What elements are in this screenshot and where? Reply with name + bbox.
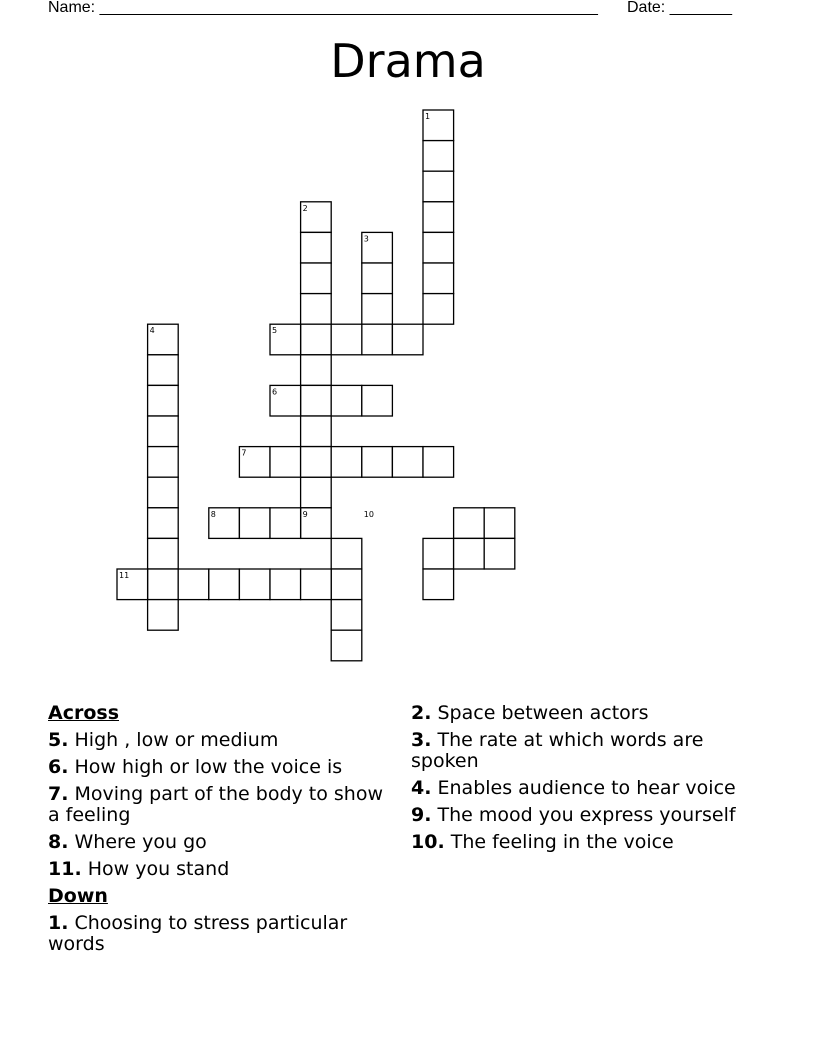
grid-cell[interactable] bbox=[331, 569, 362, 600]
grid-cell[interactable] bbox=[423, 141, 454, 172]
clue-number-4: 4 bbox=[149, 326, 155, 336]
grid-cell[interactable] bbox=[331, 538, 362, 569]
clue-down-1: 1. Choosing to stress particular words bbox=[48, 912, 348, 955]
clue-across-7: 7. Moving part of the body to show a feeling bbox=[48, 783, 384, 826]
grid-cell[interactable] bbox=[423, 569, 454, 600]
clue-number-5: 5 bbox=[272, 326, 278, 336]
grid-cell[interactable] bbox=[331, 385, 362, 416]
grid-cell[interactable] bbox=[270, 569, 301, 600]
grid-cell[interactable] bbox=[423, 202, 454, 233]
clues-right-column bbox=[411, 703, 751, 859]
grid-cell[interactable] bbox=[270, 447, 301, 478]
grid-cell[interactable] bbox=[423, 294, 454, 325]
grid-cell[interactable] bbox=[423, 447, 454, 478]
grid-cell[interactable] bbox=[331, 600, 362, 631]
grid-cell[interactable] bbox=[148, 569, 179, 600]
grid-cell[interactable] bbox=[484, 538, 515, 569]
grid-cell[interactable] bbox=[301, 385, 332, 416]
clue-across-8: 8. Where you go bbox=[48, 831, 207, 853]
grid-cell[interactable] bbox=[148, 355, 179, 386]
grid-cell[interactable] bbox=[178, 569, 209, 600]
grid-cell[interactable] bbox=[239, 508, 270, 539]
down-heading: Down bbox=[48, 885, 108, 907]
grid-cell[interactable] bbox=[148, 508, 179, 539]
grid-cell[interactable] bbox=[301, 477, 332, 508]
grid-cell[interactable] bbox=[148, 600, 179, 631]
grid-cell[interactable] bbox=[148, 538, 179, 569]
grid-cell[interactable] bbox=[301, 294, 332, 325]
grid-cell[interactable] bbox=[148, 477, 179, 508]
grid-cell[interactable] bbox=[301, 569, 332, 600]
grid-cell[interactable] bbox=[484, 508, 515, 539]
clue-across-6: 6. How high or low the voice is bbox=[48, 756, 343, 778]
clue-number-2: 2 bbox=[302, 203, 308, 213]
clue-across-11: 11. How you stand bbox=[48, 858, 230, 880]
grid-cell[interactable] bbox=[331, 630, 362, 661]
grid-cell[interactable] bbox=[301, 355, 332, 386]
grid-cell[interactable] bbox=[301, 263, 332, 294]
clue-number-1: 1 bbox=[425, 112, 431, 121]
grid-cell[interactable] bbox=[362, 263, 393, 294]
grid-cell[interactable] bbox=[301, 324, 332, 355]
clue-number-7: 7 bbox=[241, 448, 247, 458]
grid-cell[interactable] bbox=[423, 538, 454, 569]
date-label: Date: bbox=[627, 0, 666, 16]
clue-across-5: 5. High , low or medium bbox=[48, 729, 279, 751]
grid-cell[interactable] bbox=[362, 294, 393, 325]
grid-cell[interactable] bbox=[423, 232, 454, 263]
grid-cell[interactable] bbox=[362, 385, 393, 416]
grid-cell[interactable] bbox=[239, 569, 270, 600]
grid-cell[interactable] bbox=[454, 508, 485, 539]
grid-cell[interactable] bbox=[423, 171, 454, 202]
clue-down-4: 4. Enables audience to hear voice bbox=[411, 777, 736, 799]
grid-cell[interactable] bbox=[362, 447, 393, 478]
grid-cell[interactable] bbox=[454, 538, 485, 569]
grid-cell[interactable] bbox=[331, 447, 362, 478]
grid-cell[interactable] bbox=[270, 508, 301, 539]
name-label: Name: bbox=[48, 0, 96, 16]
grid-cell[interactable] bbox=[392, 324, 423, 355]
grid-cell[interactable] bbox=[301, 416, 332, 447]
clue-down-3: 3. The rate at which words are spoken bbox=[411, 729, 704, 772]
date-line[interactable]: _______ bbox=[669, 0, 732, 16]
grid-cell[interactable] bbox=[301, 232, 332, 263]
name-line[interactable]: ________________________________________________________ bbox=[99, 0, 598, 16]
clue-number-11: 11 bbox=[119, 571, 130, 580]
grid-cell[interactable] bbox=[301, 447, 332, 478]
grid-cell[interactable] bbox=[148, 416, 179, 447]
clue-number-3: 3 bbox=[363, 234, 369, 244]
clue-down-10: 10. The feeling in the voice bbox=[411, 831, 674, 853]
clue-number-6: 6 bbox=[272, 387, 278, 397]
grid-cell[interactable] bbox=[392, 447, 423, 478]
grid-cell[interactable] bbox=[148, 385, 179, 416]
page-title: Drama bbox=[330, 34, 486, 88]
clue-number-8: 8 bbox=[210, 509, 216, 519]
grid-cell[interactable] bbox=[362, 324, 393, 355]
clue-down-9: 9. The mood you express yourself bbox=[411, 804, 736, 826]
across-heading: Across bbox=[48, 702, 120, 724]
grid-cell[interactable] bbox=[209, 569, 240, 600]
grid-cell[interactable] bbox=[423, 263, 454, 294]
clue-number-9: 9 bbox=[302, 509, 308, 519]
clue-down-2: 2. Space between actors bbox=[411, 702, 649, 724]
clue-number-10: 10 bbox=[363, 509, 374, 519]
clues-left-column bbox=[48, 703, 388, 961]
grid-cell[interactable] bbox=[148, 447, 179, 478]
grid-cell[interactable] bbox=[331, 324, 362, 355]
